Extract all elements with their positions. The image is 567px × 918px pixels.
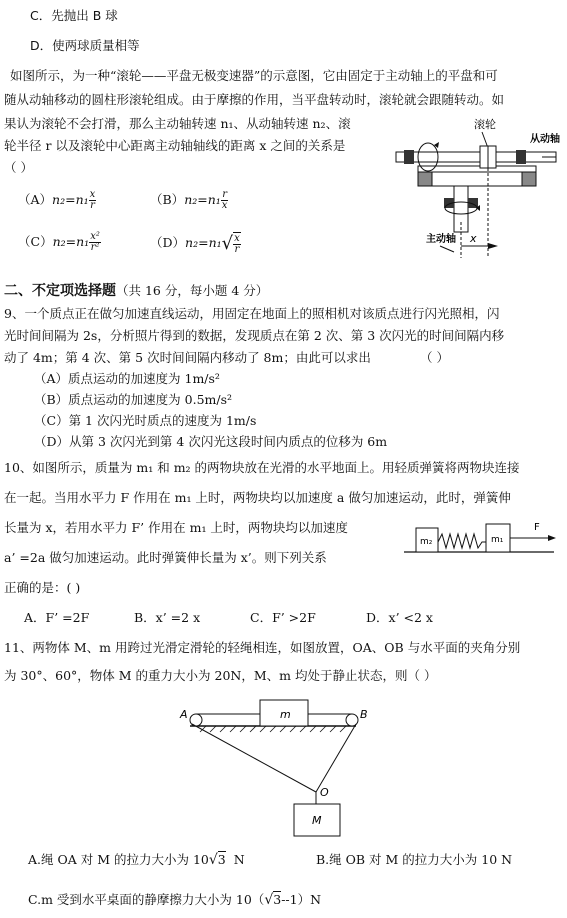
q7-option-d: D．使两球质量相等 [30, 38, 140, 53]
q10-option-a: A．F’ =2F [24, 610, 90, 625]
q9-option-b: （B）质点运动的加速度为 0.5m/s² [34, 392, 233, 407]
q8-option-a-den: r [90, 200, 95, 211]
q10-option-d: D．x’ <2 x [366, 610, 433, 625]
q11-option-a-sqrt-sign: √ [208, 852, 218, 868]
q8-option-a-fraction [89, 190, 97, 211]
q8-figure-driven-shaft-label: 从动轴 [530, 134, 560, 145]
q11-option-c-radicand: 3 [273, 892, 282, 907]
q10-stem-line5: 正确的是：( ) [4, 580, 81, 595]
q8-option-d-fraction [233, 232, 241, 255]
q10-option-c: C．F’ >2F [250, 610, 316, 625]
q8-roller-disc-figure [392, 112, 564, 260]
q8-stem-line1: 如图所示，为一种“滚轮——平盘无极变速器”的示意图，它由固定于主动轴上的平盘和可 [10, 68, 498, 83]
q10-spring-blocks-figure [404, 514, 560, 558]
q8-option-b-lhs: n₂=n₁ [184, 192, 221, 207]
q8-option-c [18, 232, 101, 253]
q8-option-c-lhs: n₂=n₁ [52, 234, 90, 249]
q10-stem-line1: 10、如图所示，质量为 m₁ 和 m₂ 的两物块放在光滑的水平地面上。用轻质弹簧将两物块连接 [4, 460, 520, 475]
q8-option-b [150, 190, 228, 211]
q8-option-b-fraction [221, 190, 229, 211]
q8-option-c-num: x² [90, 231, 100, 242]
q11-point-b-label: B [360, 708, 368, 721]
q8-option-d-sqrt-sign: √ [221, 232, 234, 254]
q11-option-a-text: A.绳 OA 对 M 的拉力大小为 10 [28, 852, 209, 867]
q9-option-c: （C）第 1 次闪光时质点的速度为 1m/s [34, 413, 257, 428]
q8-option-b-den: x [221, 200, 228, 211]
q9-option-d: （D）从第 3 次闪光到第 4 次闪光这段时间内质点的位移为 6m [34, 434, 388, 449]
section2-title: 二、不定项选择题 [4, 283, 116, 299]
q10-stem-line2: 在一起。当用水平力 F 作用在 m₁ 上时，两物块均以加速度 a 做匀加速运动，此时，弹簧伸 [4, 490, 511, 505]
q8-option-d-lhs: n₂=n₁ [185, 235, 222, 250]
q10-stem-line4: a’ =2a 做匀加速运动。此时弹簧伸长量为 x’。则下列关系 [4, 550, 327, 565]
q11-stem-line2: 为 30°、60°，物体 M 的重力大小为 20N，M、m 均处于静止状态，则（ ） [4, 668, 437, 683]
q8-option-d-label: （D） [150, 235, 186, 250]
q8-option-c-label: （C） [18, 234, 53, 249]
q10-option-b: B．x’ =2 x [134, 610, 201, 625]
q8-option-b-label: （B） [150, 192, 185, 207]
q11-block-big-m-label: M [312, 814, 322, 827]
q8-option-d-num: x [234, 233, 240, 244]
q9-stem-line2: 光时间间隔为 2s，分析照片得到的数据，发现质点在第 2 次、第 3 次闪光的时间间隔内移 [4, 328, 505, 343]
q8-figure-x-label: x [470, 232, 477, 245]
q8-option-c-fraction [89, 232, 101, 253]
q11-option-c-tail: --1）N [281, 892, 322, 907]
q9-stem-line3: 动了 4m；第 4 次、第 5 次时间间隔内移动了 8m；由此可以求出 [4, 350, 371, 365]
q9-stem-line1: 9、一个质点正在做匀加速直线运动，用固定在地面上的照相机对该质点进行闪光照相，闪 [4, 306, 500, 321]
q10-block-m1-label: m₁ [491, 535, 504, 545]
q11-option-a-unit: N [233, 852, 245, 867]
q11-point-o-label: O [320, 786, 329, 799]
q10-stem-line3: 长量为 x，若用水平力 F’ 作用在 m₁ 上时，两物块均以加速度 [4, 520, 348, 535]
q8-option-a-lhs: n₂=n₁ [52, 192, 89, 207]
q7-option-c: C．先抛出 B 球 [30, 8, 118, 23]
q8-option-d-den: r [234, 244, 240, 255]
q8-option-a [18, 190, 96, 211]
q10-block-m2-label: m₂ [420, 537, 433, 547]
section2-note: （共 16 分，每小题 4 分） [116, 283, 269, 298]
q8-stem-line3: 果认为滚轮不会打滑，那么主动轴转速 n₁、从动轴转速 n₂、滚 [4, 116, 351, 131]
q11-option-b: B.绳 OB 对 M 的拉力大小为 10 N [316, 852, 513, 867]
q8-figure-roller-label: 滚轮 [474, 118, 496, 131]
q9-option-a: （A）质点运动的加速度为 1m/s² [34, 371, 220, 386]
q8-option-c-den: r² [90, 242, 100, 253]
q11-point-a-label: A [180, 708, 188, 721]
q8-stem-line5: （ ） [4, 160, 33, 175]
q8-option-a-label: （A） [18, 192, 53, 207]
q11-option-c-text: C.m 受到水平桌面的静摩擦力大小为 10（ [28, 892, 265, 907]
q11-block-m-label: m [280, 708, 291, 721]
q8-option-b-num: r [222, 189, 227, 200]
q9-answer-blank: （ ） [420, 350, 449, 365]
section2-heading [4, 283, 268, 299]
q11-option-a-radicand: 3 [217, 852, 226, 867]
q11-pulley-figure [176, 696, 376, 842]
q8-stem-line4: 轮半径 r 以及滚轮中心距离主动轴轴线的距离 x 之间的关系是 [4, 138, 346, 153]
q8-option-a-num: x [89, 189, 96, 200]
q11-option-c-sqrt-sign: √ [264, 892, 274, 908]
q11-option-c [28, 892, 321, 908]
q8-figure-driver-shaft-label: 主动轴 [426, 234, 456, 245]
q11-stem-line1: 11、两物体 M、m 用跨过光滑定滑轮的轻绳相连，如图放置，OA、OB 与水平面的夹角分别 [4, 640, 521, 655]
q11-option-a [28, 852, 245, 868]
q10-force-f-label: F [534, 522, 540, 533]
q8-stem-line2: 随从动轴移动的圆柱形滚轮组成。由于摩擦的作用，当平盘转动时，滚轮就会跟随转动。如 [4, 92, 505, 107]
q8-option-d [150, 232, 241, 255]
